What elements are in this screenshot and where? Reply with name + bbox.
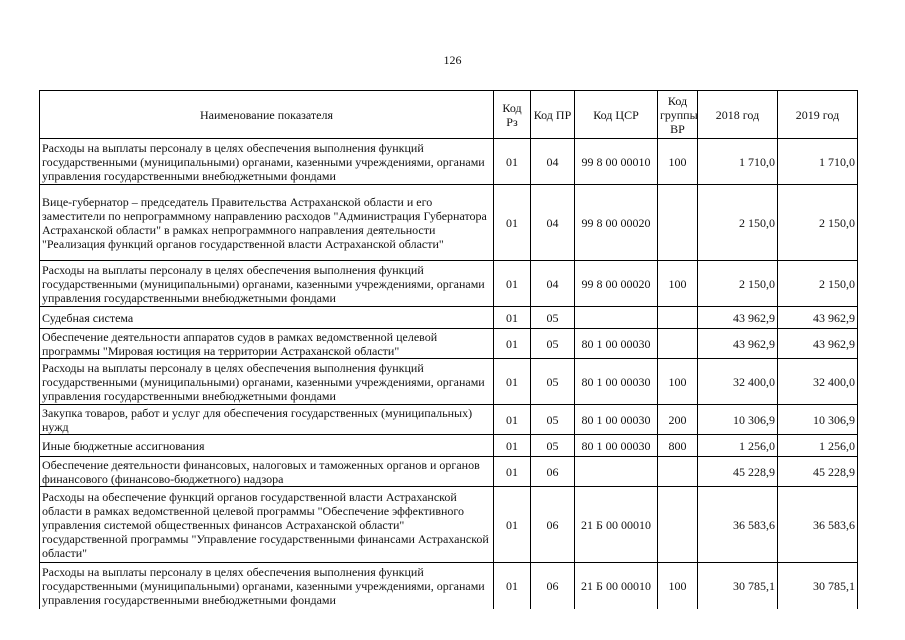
header-name: Наименование показателя bbox=[40, 91, 494, 139]
row-pr: 04 bbox=[531, 261, 575, 307]
row-2019: 30 785,1 bbox=[778, 563, 858, 609]
row-2019: 1 710,0 bbox=[778, 139, 858, 185]
row-name: Обеспечение деятельности финансовых, налоговых и таможенных органов и органов финансового (финансово-бюджетного) надзора bbox=[40, 457, 494, 487]
row-2018: 1 256,0 bbox=[698, 435, 778, 457]
row-2019: 2 150,0 bbox=[778, 261, 858, 307]
row-csr: 99 8 00 00010 bbox=[575, 139, 658, 185]
row-csr bbox=[575, 457, 658, 487]
row-pr: 05 bbox=[531, 359, 575, 405]
row-rz: 01 bbox=[494, 329, 531, 359]
header-vr: Код группы ВР bbox=[658, 91, 698, 139]
row-vr bbox=[658, 457, 698, 487]
table-row bbox=[40, 435, 858, 457]
row-csr: 80 1 00 00030 bbox=[575, 329, 658, 359]
row-name: Судебная система bbox=[40, 307, 494, 329]
row-rz: 01 bbox=[494, 563, 531, 609]
header-row bbox=[40, 91, 858, 139]
row-pr: 05 bbox=[531, 329, 575, 359]
row-rz: 01 bbox=[494, 359, 531, 405]
row-vr: 100 bbox=[658, 261, 698, 307]
row-2018: 43 962,9 bbox=[698, 329, 778, 359]
table-row bbox=[40, 329, 858, 359]
row-pr: 06 bbox=[531, 563, 575, 609]
row-vr: 100 bbox=[658, 359, 698, 405]
row-vr bbox=[658, 307, 698, 329]
row-2019: 43 962,9 bbox=[778, 307, 858, 329]
row-2018: 43 962,9 bbox=[698, 307, 778, 329]
row-csr: 99 8 00 00020 bbox=[575, 185, 658, 261]
row-pr: 05 bbox=[531, 435, 575, 457]
row-2019: 43 962,9 bbox=[778, 329, 858, 359]
row-csr: 21 Б 00 00010 bbox=[575, 487, 658, 563]
row-rz: 01 bbox=[494, 405, 531, 435]
row-2018: 36 583,6 bbox=[698, 487, 778, 563]
header-rz: Код Рз bbox=[494, 91, 531, 139]
row-2019: 1 256,0 bbox=[778, 435, 858, 457]
row-name: Закупка товаров, работ и услуг для обеспечения государственных (муниципальных) нужд bbox=[40, 405, 494, 435]
table-row bbox=[40, 261, 858, 307]
row-rz: 01 bbox=[494, 487, 531, 563]
row-csr: 80 1 00 00030 bbox=[575, 359, 658, 405]
row-pr: 05 bbox=[531, 307, 575, 329]
header-pr: Код ПР bbox=[531, 91, 575, 139]
table-row bbox=[40, 359, 858, 405]
row-2018: 1 710,0 bbox=[698, 139, 778, 185]
row-name: Расходы на выплаты персоналу в целях обеспечения выполнения функций государственными (муниципальными) органами, казенными учреждениями, органами управления государственными внебюджетными фондами bbox=[40, 261, 494, 307]
header-csr: Код ЦСР bbox=[575, 91, 658, 139]
budget-table bbox=[39, 90, 858, 609]
row-vr bbox=[658, 329, 698, 359]
header-2019: 2019 год bbox=[778, 91, 858, 139]
row-2019: 32 400,0 bbox=[778, 359, 858, 405]
table-row bbox=[40, 307, 858, 329]
row-rz: 01 bbox=[494, 307, 531, 329]
row-csr: 80 1 00 00030 bbox=[575, 435, 658, 457]
row-2018: 32 400,0 bbox=[698, 359, 778, 405]
row-2019: 2 150,0 bbox=[778, 185, 858, 261]
row-2018: 2 150,0 bbox=[698, 185, 778, 261]
row-vr bbox=[658, 487, 698, 563]
page-number: 126 bbox=[443, 53, 462, 67]
row-2018: 30 785,1 bbox=[698, 563, 778, 609]
row-name: Расходы на выплаты персоналу в целях обеспечения выполнения функций государственными (муниципальными) органами, казенными учреждениями, органами управления государственными внебюджетными фондами bbox=[40, 563, 494, 609]
row-rz: 01 bbox=[494, 185, 531, 261]
row-rz: 01 bbox=[494, 435, 531, 457]
row-pr: 05 bbox=[531, 405, 575, 435]
row-pr: 04 bbox=[531, 185, 575, 261]
table-row bbox=[40, 185, 858, 261]
header-2018: 2018 год bbox=[698, 91, 778, 139]
row-2019: 36 583,6 bbox=[778, 487, 858, 563]
row-2018: 2 150,0 bbox=[698, 261, 778, 307]
row-csr: 99 8 00 00020 bbox=[575, 261, 658, 307]
table-row bbox=[40, 457, 858, 487]
row-2018: 45 228,9 bbox=[698, 457, 778, 487]
row-vr: 100 bbox=[658, 139, 698, 185]
row-2019: 10 306,9 bbox=[778, 405, 858, 435]
row-pr: 06 bbox=[531, 487, 575, 563]
row-csr bbox=[575, 307, 658, 329]
table-row bbox=[40, 487, 858, 563]
row-pr: 06 bbox=[531, 457, 575, 487]
row-vr: 100 bbox=[658, 563, 698, 609]
row-rz: 01 bbox=[494, 261, 531, 307]
table-row bbox=[40, 405, 858, 435]
row-csr: 80 1 00 00030 bbox=[575, 405, 658, 435]
row-name: Расходы на выплаты персоналу в целях обеспечения выполнения функций государственными (муниципальными) органами, казенными учреждениями, органами управления государственными внебюджетными фондами bbox=[40, 359, 494, 405]
row-name: Вице-губернатор – председатель Правительства Астраханской области и его заместители по непрограммному направлению расходов "Администрация Губернатора Астраханской области" в рамках непрограммного направления деятельности "Реализация функций органов государственной власти Астраханской области" bbox=[40, 185, 494, 261]
table-row bbox=[40, 563, 858, 609]
row-vr: 200 bbox=[658, 405, 698, 435]
row-csr: 21 Б 00 00010 bbox=[575, 563, 658, 609]
row-name: Обеспечение деятельности аппаратов судов в рамках ведомственной целевой программы "Мировая юстиция на территории Астраханской области" bbox=[40, 329, 494, 359]
row-vr: 800 bbox=[658, 435, 698, 457]
row-vr bbox=[658, 185, 698, 261]
row-pr: 04 bbox=[531, 139, 575, 185]
row-rz: 01 bbox=[494, 457, 531, 487]
row-2019: 45 228,9 bbox=[778, 457, 858, 487]
row-name: Иные бюджетные ассигнования bbox=[40, 435, 494, 457]
row-name: Расходы на выплаты персоналу в целях обеспечения выполнения функций государственными (муниципальными) органами, казенными учреждениями, органами управления государственными внебюджетными фондами bbox=[40, 139, 494, 185]
table-row bbox=[40, 139, 858, 185]
row-name: Расходы на обеспечение функций органов государственной власти Астраханской области в рамках ведомственной целевой программы "Обеспечение эффективного управления системой общественных финансов Астраханской области" государственной программы "Управление государственными финансами Астраханской области" bbox=[40, 487, 494, 563]
row-rz: 01 bbox=[494, 139, 531, 185]
row-2018: 10 306,9 bbox=[698, 405, 778, 435]
